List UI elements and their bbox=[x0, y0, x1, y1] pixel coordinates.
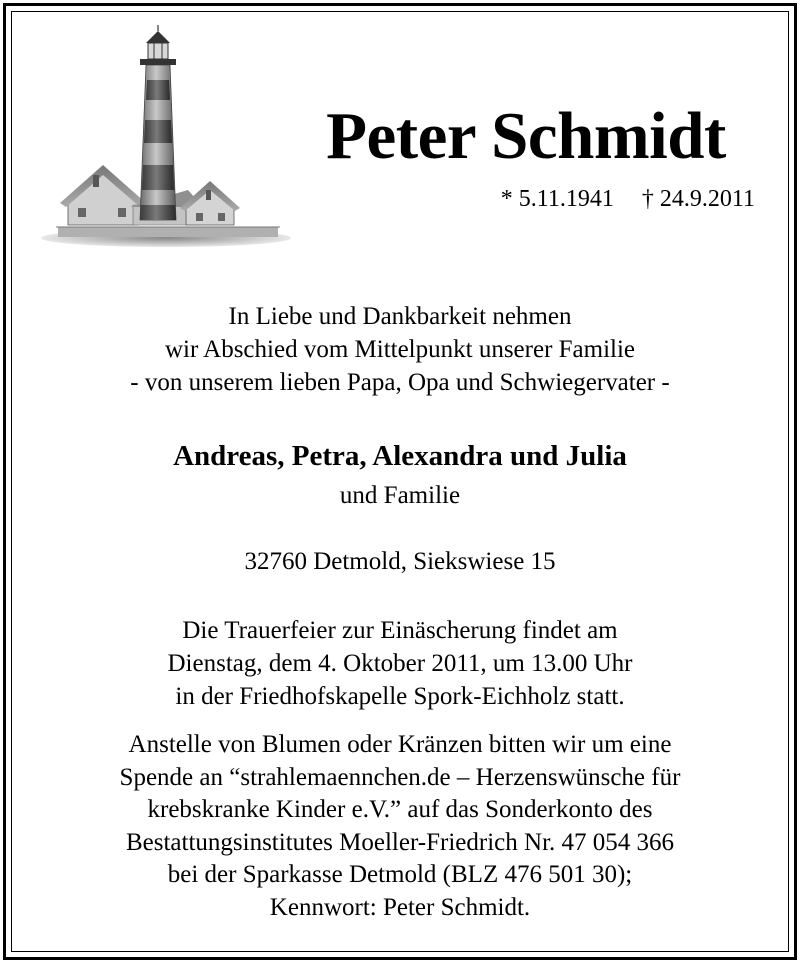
intro-line: In Liebe und Dankbarkeit nehmen bbox=[228, 303, 572, 330]
donation-line: krebskranke Kinder e.V.” auf das Sonderkonto des bbox=[147, 796, 653, 823]
service-line: Dienstag, dem 4. Oktober 2011, um 13.00 Uhr bbox=[167, 650, 633, 677]
deceased-name: Peter Schmidt bbox=[326, 99, 726, 173]
donation-request-text bbox=[20, 729, 780, 924]
donation-line: Spende an “strahlemaennchen.de – Herzenswünsche für bbox=[119, 763, 681, 791]
address: 32760 Detmold, Siekswiese 15 bbox=[244, 548, 556, 575]
death-date: † 24.9.2011 bbox=[641, 186, 755, 212]
donation-line: Bestattungsinstitutes Moeller-Friedrich Nr. 47 054 366 bbox=[125, 828, 675, 856]
service-line: in der Friedhofskapelle Spork-Eichholz statt. bbox=[175, 683, 625, 710]
family-suffix: und Familie bbox=[339, 482, 461, 509]
donation-line: Kennwort: Peter Schmidt. bbox=[269, 893, 531, 921]
funeral-service-text bbox=[20, 614, 780, 713]
intro-line: - von unserem lieben Papa, Opa und Schwiegervater - bbox=[130, 369, 670, 396]
family-names: Andreas, Petra, Alexandra und Julia bbox=[173, 440, 627, 472]
birth-date: * 5.11.1941 bbox=[500, 186, 614, 212]
service-line: Die Trauerfeier zur Einäscherung findet am bbox=[182, 617, 618, 644]
intro-text bbox=[20, 300, 780, 399]
intro-line: wir Abschied vom Mittelpunkt unserer Familie bbox=[164, 336, 636, 363]
donation-line: bei der Sparkasse Detmold (BLZ 476 501 30); bbox=[167, 861, 633, 888]
life-dates bbox=[425, 184, 755, 214]
donation-line: Anstelle von Blumen oder Kränzen bitten wir um eine bbox=[128, 731, 672, 758]
lighthouse-illustration bbox=[38, 25, 293, 255]
